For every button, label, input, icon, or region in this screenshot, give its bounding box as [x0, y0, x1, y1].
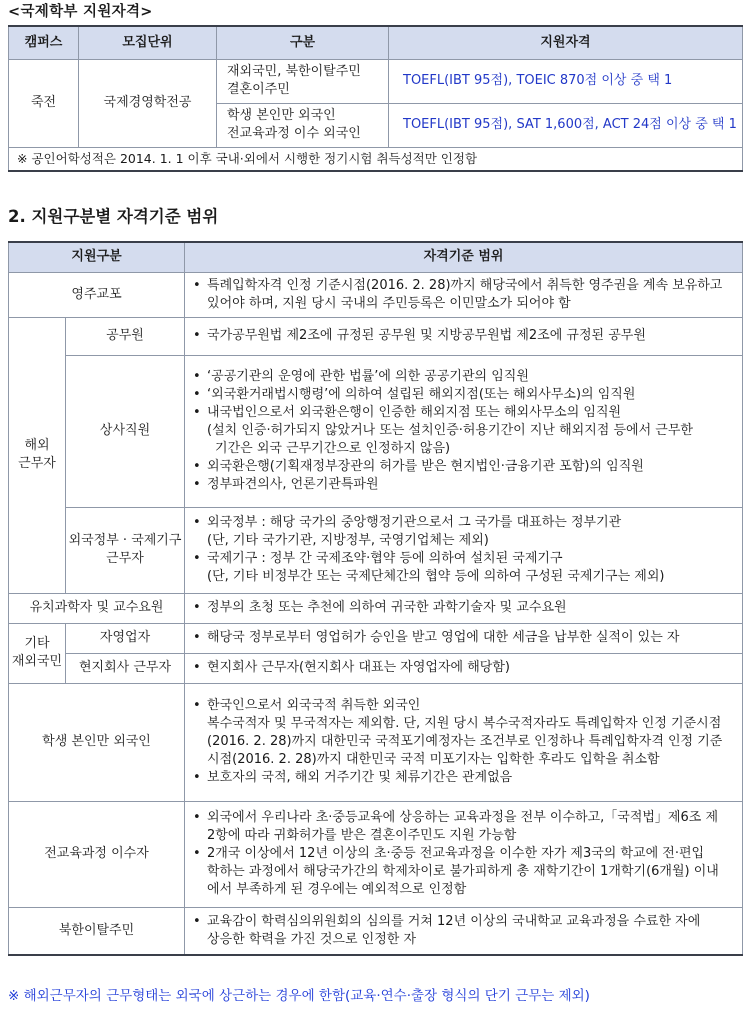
- criteria-item: • 내국법인으로서 외국환은행이 인증한 해외지점 또는 해외사무소의 임직원: [193, 404, 734, 422]
- intl-school-subheading: <국제학부 지원자격>: [8, 4, 153, 20]
- criteria-sub: 상응한 학력을 가진 것으로 인정한 자: [207, 931, 417, 947]
- criteria-cell: [185, 355, 743, 507]
- criteria-item: • 정부파견의사, 언론기관특파원: [193, 476, 734, 494]
- criteria-cell: [185, 623, 743, 653]
- language-score-note: ※ 공인어학성적은 2014. 1. 1 이후 국내·외에서 시행한 정기시험 취득성적만 인정함: [9, 147, 743, 171]
- type-overseas-worker: [9, 317, 66, 593]
- type-public-official: 공무원: [66, 317, 185, 355]
- foreign-gov-label-line: 외국정부 · 국제기구: [68, 533, 182, 548]
- criteria-item: • 정부의 초청 또는 추천에 의하여 귀국한 과학기술자 및 교수요원: [193, 599, 734, 617]
- header-campus: 캠퍼스: [9, 26, 79, 59]
- type-defector: 북한이탈주민: [9, 907, 185, 955]
- criteria-item: • 외국정부 : 해당 국가의 중앙행정기관으로서 그 국가를 대표하는 정부기관: [193, 514, 734, 532]
- criteria-sub: 시점(2016. 2. 28)까지 대한민국 국적 미포기자는 입학한 후라도 입학을 취소함: [207, 752, 660, 767]
- unit-cell: 국제경영학전공: [79, 59, 217, 147]
- other-label-line: 재외국민: [11, 654, 63, 669]
- type-scientist: 유치과학자 및 교수요원: [9, 593, 185, 623]
- foreign-gov-label-line: 근무자: [106, 551, 144, 566]
- criteria-cell: [185, 683, 743, 801]
- criteria-item: • 해당국 정부로부터 영업허가 승인을 받고 영업에 대한 세금을 납부한 실적이 있는 자: [193, 629, 734, 647]
- section-title: 2. 지원구분별 자격기준 범위: [8, 207, 219, 226]
- criteria-continuation: 있어야 하며, 지원 당시 국내의 주민등록은 이민말소가 되어야 함: [207, 295, 571, 311]
- criteria-sub: 학하는 과정에서 해당국가간의 학제차이로 불가피하게 총 재학기간이 1개학기(6개월) 이내: [207, 864, 719, 879]
- category-line: 결혼이주민: [227, 82, 290, 97]
- overseas-label-line: 근무자: [18, 456, 56, 471]
- criteria-cell: [185, 907, 743, 955]
- type-self-employed: 자영업자: [66, 623, 185, 653]
- type-student-foreign: 학생 본인만 외국인: [9, 683, 185, 801]
- criteria-item: • 한국인으로서 외국국적 취득한 외국인: [193, 697, 734, 715]
- type-yeongju: 영주교포: [9, 272, 185, 317]
- other-label-line: 기타: [24, 636, 50, 651]
- criteria-sub: (설치 인증·허가되지 않았거나 또는 설치인증·허용기간이 지난 해외지점 등에서 근무한: [207, 423, 693, 438]
- qualification-range-table: [8, 241, 743, 956]
- criteria-item: • 외국환은행(기획재정부장관의 허가를 받은 현지법인·금융기관 포함)의 임직원: [193, 458, 734, 476]
- criteria-item: • 외국에서 우리나라 초·중등교육에 상응하는 교육과정을 전부 이수하고,「국적법」제6조 제: [193, 809, 734, 827]
- category-line: 재외국민, 북한이탈주민: [227, 64, 361, 79]
- criteria-sub: (단, 기타 국가기관, 지방정부, 국영기업체는 제외): [207, 533, 489, 548]
- criteria-cell: [185, 653, 743, 683]
- category-cell: [217, 59, 389, 103]
- intl-school-qualification-table: [8, 25, 743, 172]
- type-full-course: 전교육과정 이수자: [9, 801, 185, 907]
- qualification-cell: TOEFL(IBT 95점), TOEIC 870점 이상 중 택 1: [389, 59, 743, 103]
- criteria-item: • ‘외국환거래법시행령’에 의하여 설립된 해외지점(또는 해외사무소)의 임직원: [193, 386, 734, 404]
- category-line: 전교육과정 이수 외국인: [227, 126, 361, 141]
- criteria-item: • 국가공무원법 제2조에 규정된 공무원 및 지방공무원법 제2조에 규정된 공무원: [193, 327, 734, 345]
- header-support-type: 지원구분: [9, 242, 185, 272]
- header-qualification: 지원자격: [389, 26, 743, 59]
- criteria-cell: [185, 801, 743, 907]
- criteria-sub: 복수국적자 및 무국적자는 제외함. 단, 지원 당시 복수국적자라도 특례입학자 인정 기준시점: [207, 716, 722, 731]
- header-criteria: 자격기준 범위: [185, 242, 743, 272]
- criteria-item: • 보호자의 국적, 해외 거주기간 및 체류기간은 관계없음: [193, 769, 734, 787]
- criteria-item: • 특례입학자격 인정 기준시점(2016. 2. 28)까지 해당국에서 취득한 영주권을 계속 보유하고: [193, 277, 734, 295]
- overseas-work-note: ※ 해외근무자의 근무형태는 외국에 상근하는 경우에 한함(교육·연수·출장 형식의 단기 근무는 제외): [8, 988, 590, 1004]
- type-company-employee: 상사직원: [66, 355, 185, 507]
- overseas-label-line: 해외: [24, 438, 50, 453]
- type-other-overseas: [9, 623, 66, 683]
- category-cell: [217, 103, 389, 147]
- criteria-sub: 기간은 외국 근무기간으로 인정하지 않음): [215, 441, 451, 456]
- criteria-cell: [185, 593, 743, 623]
- criteria-sub: (2016. 2. 28)까지 대한민국 국적포기예정자는 조건부로 인정하나 특례입학자격 인정 기준: [207, 734, 723, 749]
- campus-cell: 죽전: [9, 59, 79, 147]
- criteria-item: • 교육감이 학력심의위원회의 심의를 거쳐 12년 이상의 국내학교 교육과정을 수료한 자에: [193, 913, 734, 931]
- criteria-sub: 2항에 따라 귀화허가를 받은 결혼이주민도 지원 가능함: [207, 828, 517, 843]
- type-foreign-gov-worker: [66, 507, 185, 593]
- criteria-sub: (단, 기타 비정부간 또는 국제단체간의 협약 등에 의하여 구성된 국제기구는 제외): [207, 569, 665, 584]
- header-category: 구분: [217, 26, 389, 59]
- criteria-item: • ‘공공기관의 운영에 관한 법률’에 의한 공공기관의 임직원: [193, 368, 734, 386]
- type-local-company: 현지회사 근무자: [66, 653, 185, 683]
- criteria-item: • 현지회사 근무자(현지회사 대표는 자영업자에 해당함): [193, 659, 734, 677]
- criteria-cell: [185, 317, 743, 355]
- criteria-item: • 국제기구 : 정부 간 국제조약·협약 등에 의하여 설치된 국제기구: [193, 550, 734, 568]
- criteria-item: • 2개국 이상에서 12년 이상의 초·중등 전교육과정을 이수한 자가 제3국의 학교에 전·편입: [193, 845, 734, 863]
- criteria-cell: [185, 272, 743, 317]
- criteria-sub: 에서 부족하게 된 경우에는 예외적으로 인정함: [207, 882, 467, 897]
- qualification-cell: TOEFL(IBT 95점), SAT 1,600점, ACT 24점 이상 중 택 1: [389, 103, 743, 147]
- category-line: 학생 본인만 외국인: [227, 108, 336, 123]
- criteria-cell: [185, 507, 743, 593]
- header-unit: 모집단위: [79, 26, 217, 59]
